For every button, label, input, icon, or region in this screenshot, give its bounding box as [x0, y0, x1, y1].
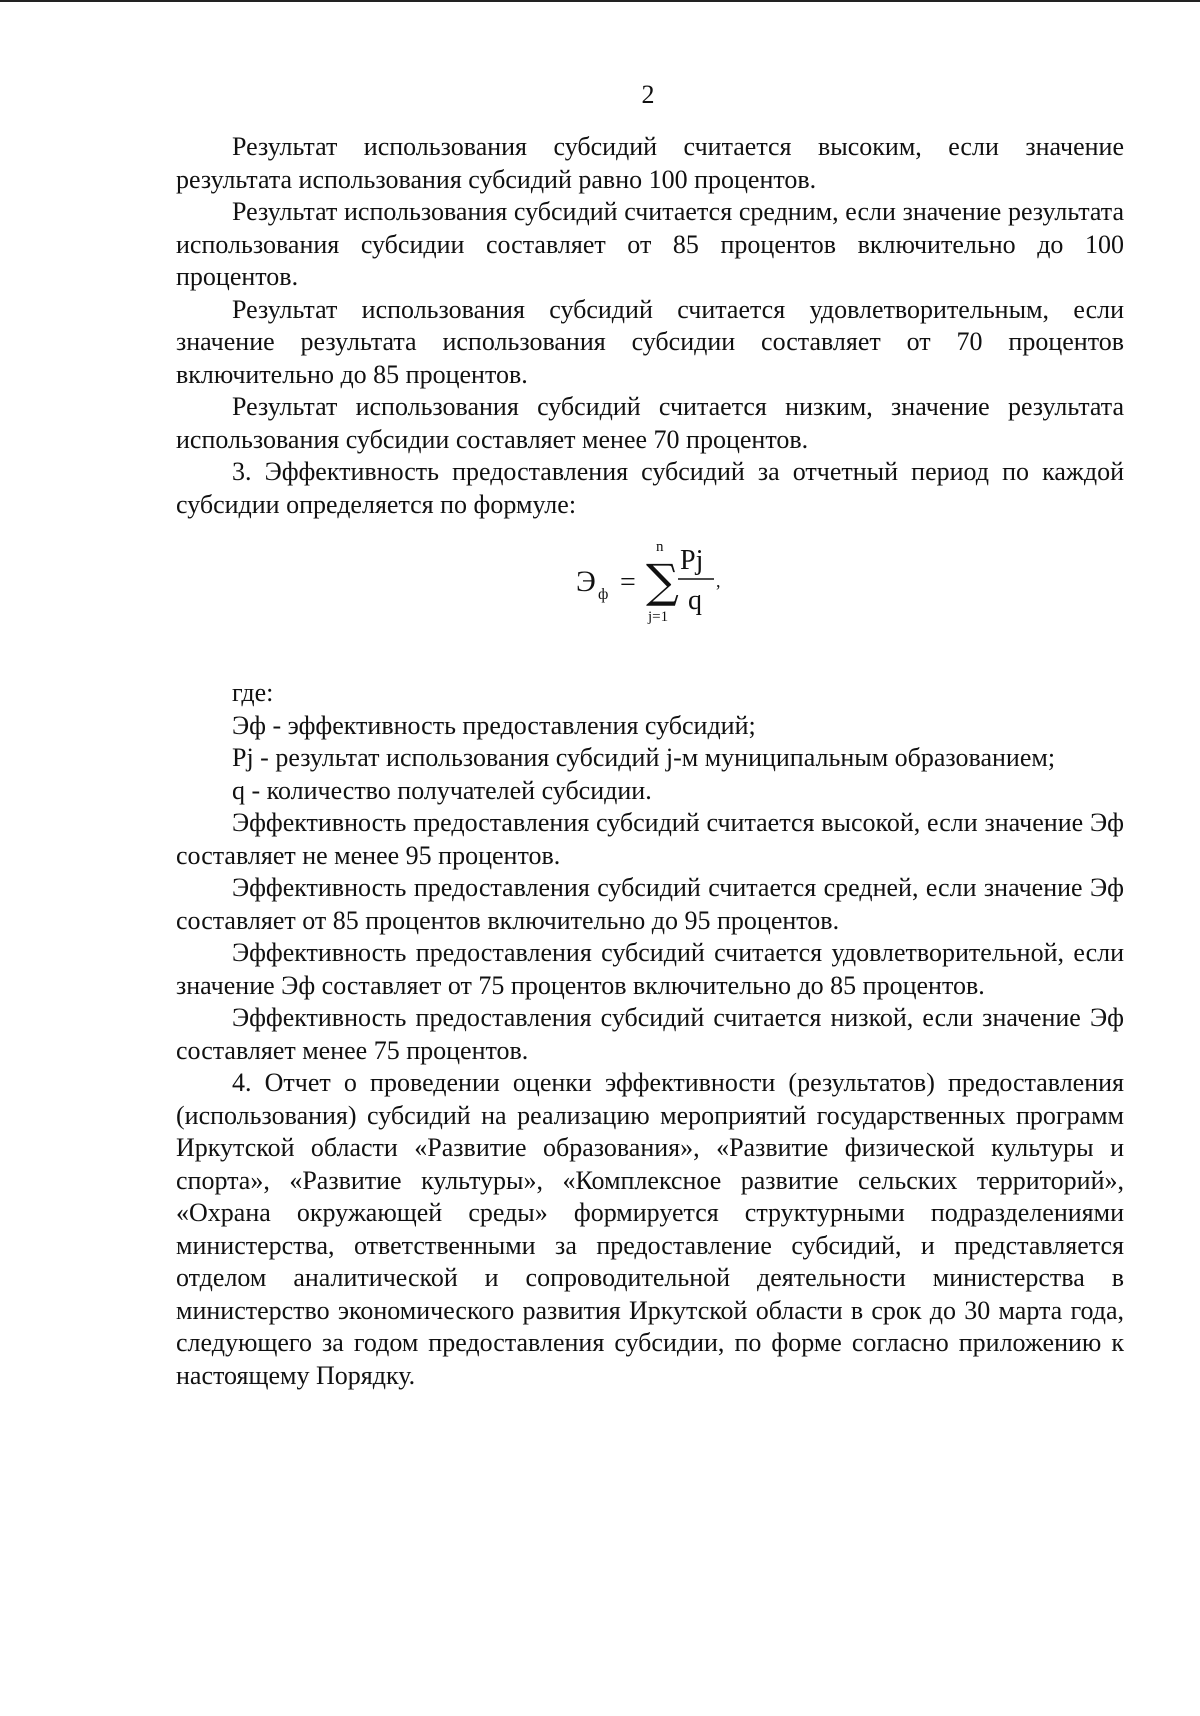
definition-q: q - количество получателей субсидии. — [232, 775, 652, 805]
formula-trailing-comma: , — [716, 571, 721, 591]
paragraph-efficiency-formula-intro: 3. Эффективность предоставления субсидий за отчетный период по каждой субсидии определяется по формуле: — [176, 457, 1124, 519]
paragraph-efficiency-high: Эффективность предоставления субсидий считается высокой, если значение Эф составляет не менее 95 процентов. — [176, 808, 1124, 870]
paragraph-result-satisfactory: Результат использования субсидий считается удовлетворительным, если значение результата использования субсидии составляет от 70 процентов включительно до 85 процентов. — [176, 294, 1124, 389]
paragraph-result-low: Результат использования субсидий считается низким, значение результата использования субсидии составляет менее 70 процентов. — [176, 392, 1124, 454]
formula-lhs: Э — [576, 565, 596, 598]
efficiency-formula — [176, 527, 1124, 677]
paragraph-efficiency-satisfactory: Эффективность предоставления субсидий считается удовлетворительной, если значение Эф составляет от 75 процентов включительно до 85 процентов. — [176, 938, 1124, 1000]
sigma-symbol: ∑ — [646, 554, 679, 608]
top-edge-line — [0, 0, 1200, 2]
paragraph-efficiency-low: Эффективность предоставления субсидий считается низкой, если значение Эф составляет менее 75 процентов. — [176, 1003, 1124, 1065]
formula-sum-upper: n — [656, 539, 664, 555]
page-number: 2 — [641, 80, 655, 109]
definition-ef: Эф - эффективность предоставления субсидий; — [232, 710, 756, 740]
paragraph-report: 4. Отчет о проведении оценки эффективности (результатов) предоставления (использования) субсидий на реализацию мероприятий государственных программ Иркутской области «Развитие образования», «Развитие физической культуры и спорта», «Развитие культуры», «Комплексное развитие сельских территорий», «Охрана окружающей среды» формируется структурными подразделениями министерства, ответственными за предоставление субсидий, и представляется отделом аналитической и сопроводительной деятельности министерства в министерство экономического развития Иркутской области в срок до 30 марта года, следующего за годом предоставления субсидии, по форме согласно приложению к настоящему Порядку. — [176, 1068, 1124, 1390]
where-label: где: — [232, 678, 274, 707]
formula-numerator: Pj — [680, 545, 704, 576]
formula-equals: = — [620, 567, 636, 598]
definition-pj: Pj - результат использования субсидий j-м муниципальным образованием; — [232, 743, 1056, 772]
paragraph-result-high: Результат использования субсидий считается высоким, если значение результата использования субсидий равно 100 процентов. — [176, 132, 1124, 194]
document-body — [176, 131, 1124, 1392]
formula-denominator: q — [688, 585, 702, 616]
formula-sum-lower: j=1 — [648, 609, 669, 625]
formula-lhs-subscript: ф — [598, 586, 609, 603]
paragraph-result-medium: Результат использования субсидий считается средним, если значение результата использования субсидии составляет от 85 процентов включительно до 100 процентов. — [176, 197, 1124, 291]
paragraph-efficiency-medium: Эффективность предоставления субсидий считается средней, если значение Эф составляет от 85 процентов включительно до 95 процентов. — [176, 873, 1124, 935]
